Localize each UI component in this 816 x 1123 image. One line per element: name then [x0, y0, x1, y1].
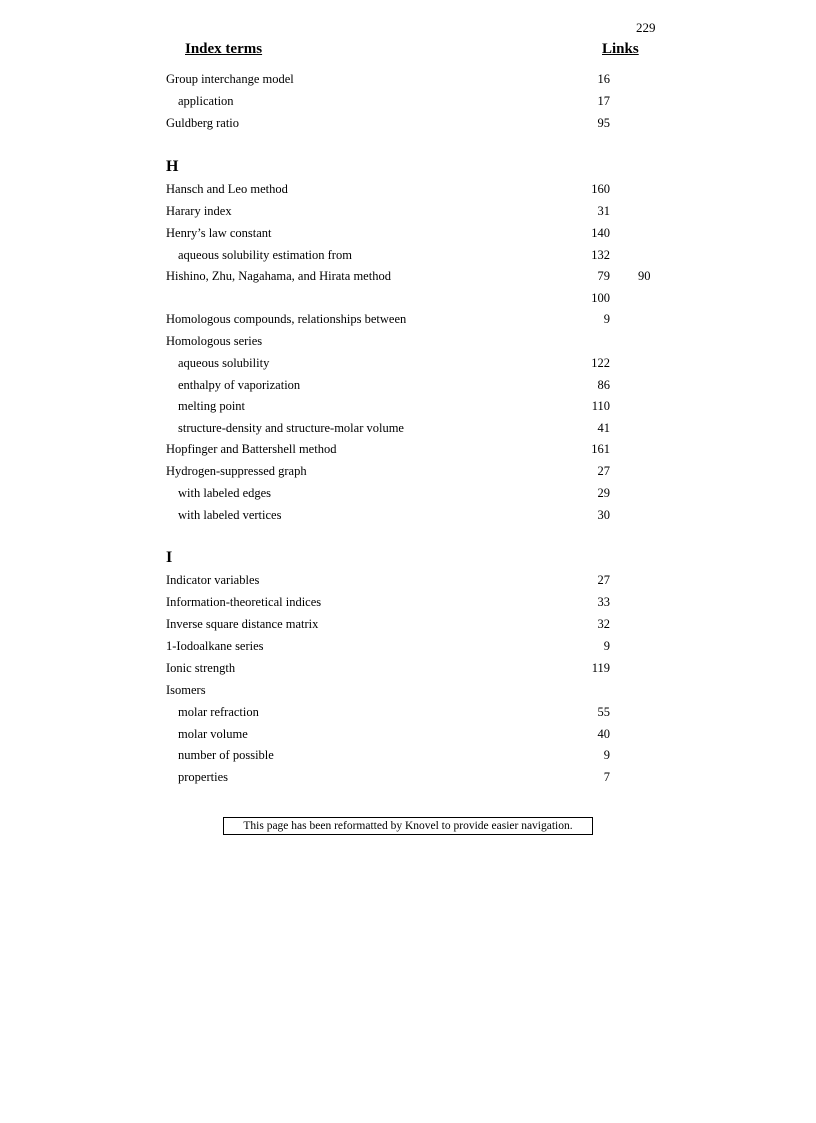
index-entry	[166, 440, 686, 462]
entry-term: melting point	[178, 399, 246, 413]
entry-term: application	[178, 94, 234, 108]
page-number: 229	[636, 20, 656, 35]
index-entry	[166, 70, 686, 92]
entry-term: properties	[178, 769, 228, 784]
index-entry	[166, 571, 686, 593]
entry-term: with labeled edges	[178, 486, 272, 500]
entry-term: molar refraction	[178, 705, 259, 719]
entry-term: Hydrogen-suppressed graph	[166, 464, 307, 478]
index-subentry	[166, 376, 686, 398]
index-entry	[166, 289, 686, 310]
page-link[interactable]: 9	[603, 639, 610, 653]
entry-term: Henry’s law constant	[166, 225, 272, 240]
index-subentry	[166, 484, 686, 506]
entry-term: Ionic strength	[166, 661, 236, 675]
entry-term: 1-Iodoalkane series	[166, 639, 264, 653]
index-entry	[166, 310, 686, 332]
section-letter-i: I	[166, 549, 173, 566]
index-subentry	[166, 703, 686, 725]
entry-term: Homologous series	[166, 334, 263, 348]
page-link[interactable]: 90	[638, 269, 651, 283]
entry-term: Isomers	[166, 683, 206, 697]
entries-group-h	[166, 180, 686, 528]
index-subentry	[166, 768, 686, 790]
entry-term: Group interchange model	[166, 72, 294, 86]
index-terms-header: Index terms	[185, 41, 263, 57]
index-entry	[166, 114, 686, 136]
entries-group-i	[166, 571, 686, 789]
page-link[interactable]: 30	[597, 507, 610, 522]
index-entries	[166, 70, 686, 789]
page-link[interactable]: 79	[597, 269, 610, 283]
entry-term: Homologous compounds, relationships between	[166, 312, 407, 326]
index-entry	[166, 615, 686, 637]
index-entry	[166, 462, 686, 484]
page-link[interactable]: 140	[591, 225, 610, 240]
entry-term: structure-density and structure-molar volume	[178, 420, 404, 435]
entry-term: enthalpy of vaporization	[178, 377, 301, 392]
entry-term: molar volume	[178, 726, 248, 741]
index-entry	[166, 224, 686, 246]
index-subentry	[166, 354, 686, 376]
page-link[interactable]: 7	[603, 769, 610, 784]
entry-term: Inverse square distance matrix	[166, 617, 319, 631]
index-entry	[166, 180, 686, 202]
page-link[interactable]: 41	[597, 420, 610, 435]
page-link[interactable]: 16	[597, 72, 610, 86]
index-entry	[166, 267, 686, 289]
page-link[interactable]: 31	[597, 203, 610, 218]
page-link[interactable]: 132	[591, 247, 610, 262]
entry-term: Indicator variables	[166, 573, 260, 587]
page-link[interactable]: 29	[597, 486, 610, 500]
index-entry	[166, 593, 686, 615]
index-subentry	[166, 725, 686, 747]
links-header: Links	[602, 41, 639, 57]
index-subentry	[166, 246, 686, 268]
page-link[interactable]: 122	[591, 356, 610, 370]
index-entry	[166, 332, 686, 354]
entry-term: Information-theoretical indices	[166, 595, 322, 609]
page-link[interactable]: 33	[597, 595, 610, 609]
index-subentry	[166, 419, 686, 441]
page-link[interactable]: 40	[597, 726, 610, 741]
page-link[interactable]: 161	[591, 442, 610, 456]
entry-term: aqueous solubility estimation from	[178, 247, 352, 262]
page-link[interactable]: 119	[591, 661, 610, 675]
page-link[interactable]: 55	[597, 705, 610, 719]
entry-term: number of possible	[178, 748, 274, 762]
entry-term: with labeled vertices	[178, 507, 282, 522]
entry-term: Hishino, Zhu, Nagahama, and Hirata method	[166, 269, 391, 283]
page-link[interactable]: 86	[597, 377, 610, 392]
entry-term: Guldberg ratio	[166, 115, 240, 130]
page-link[interactable]: 100	[591, 291, 610, 305]
section-letter-h: H	[166, 157, 179, 175]
page-link[interactable]: 27	[597, 573, 610, 587]
page-link[interactable]: 32	[597, 617, 610, 631]
page-link[interactable]: 110	[591, 399, 610, 413]
index-entry	[166, 681, 686, 703]
index-subentry	[166, 92, 686, 114]
index-entry	[166, 637, 686, 659]
page-link[interactable]: 27	[597, 464, 610, 478]
page-link[interactable]: 9	[603, 748, 610, 762]
index-entry	[166, 659, 686, 681]
page-link[interactable]: 9	[603, 312, 610, 326]
entry-term: aqueous solubility	[178, 356, 270, 370]
index-subentry	[166, 397, 686, 419]
page-link[interactable]: 95	[597, 115, 610, 130]
entry-term: Hansch and Leo method	[166, 181, 288, 196]
index-subentry	[166, 506, 686, 528]
knovel-notice: This page has been reformatted by Knovel to provide easier navigation.	[223, 817, 593, 835]
entries-group-g	[166, 70, 686, 136]
index-subentry	[166, 746, 686, 768]
entry-term: Hopfinger and Battershell method	[166, 442, 337, 456]
page-link[interactable]: 17	[597, 94, 610, 108]
index-entry	[166, 202, 686, 224]
page-link[interactable]: 160	[591, 181, 610, 196]
entry-term: Harary index	[166, 203, 232, 218]
